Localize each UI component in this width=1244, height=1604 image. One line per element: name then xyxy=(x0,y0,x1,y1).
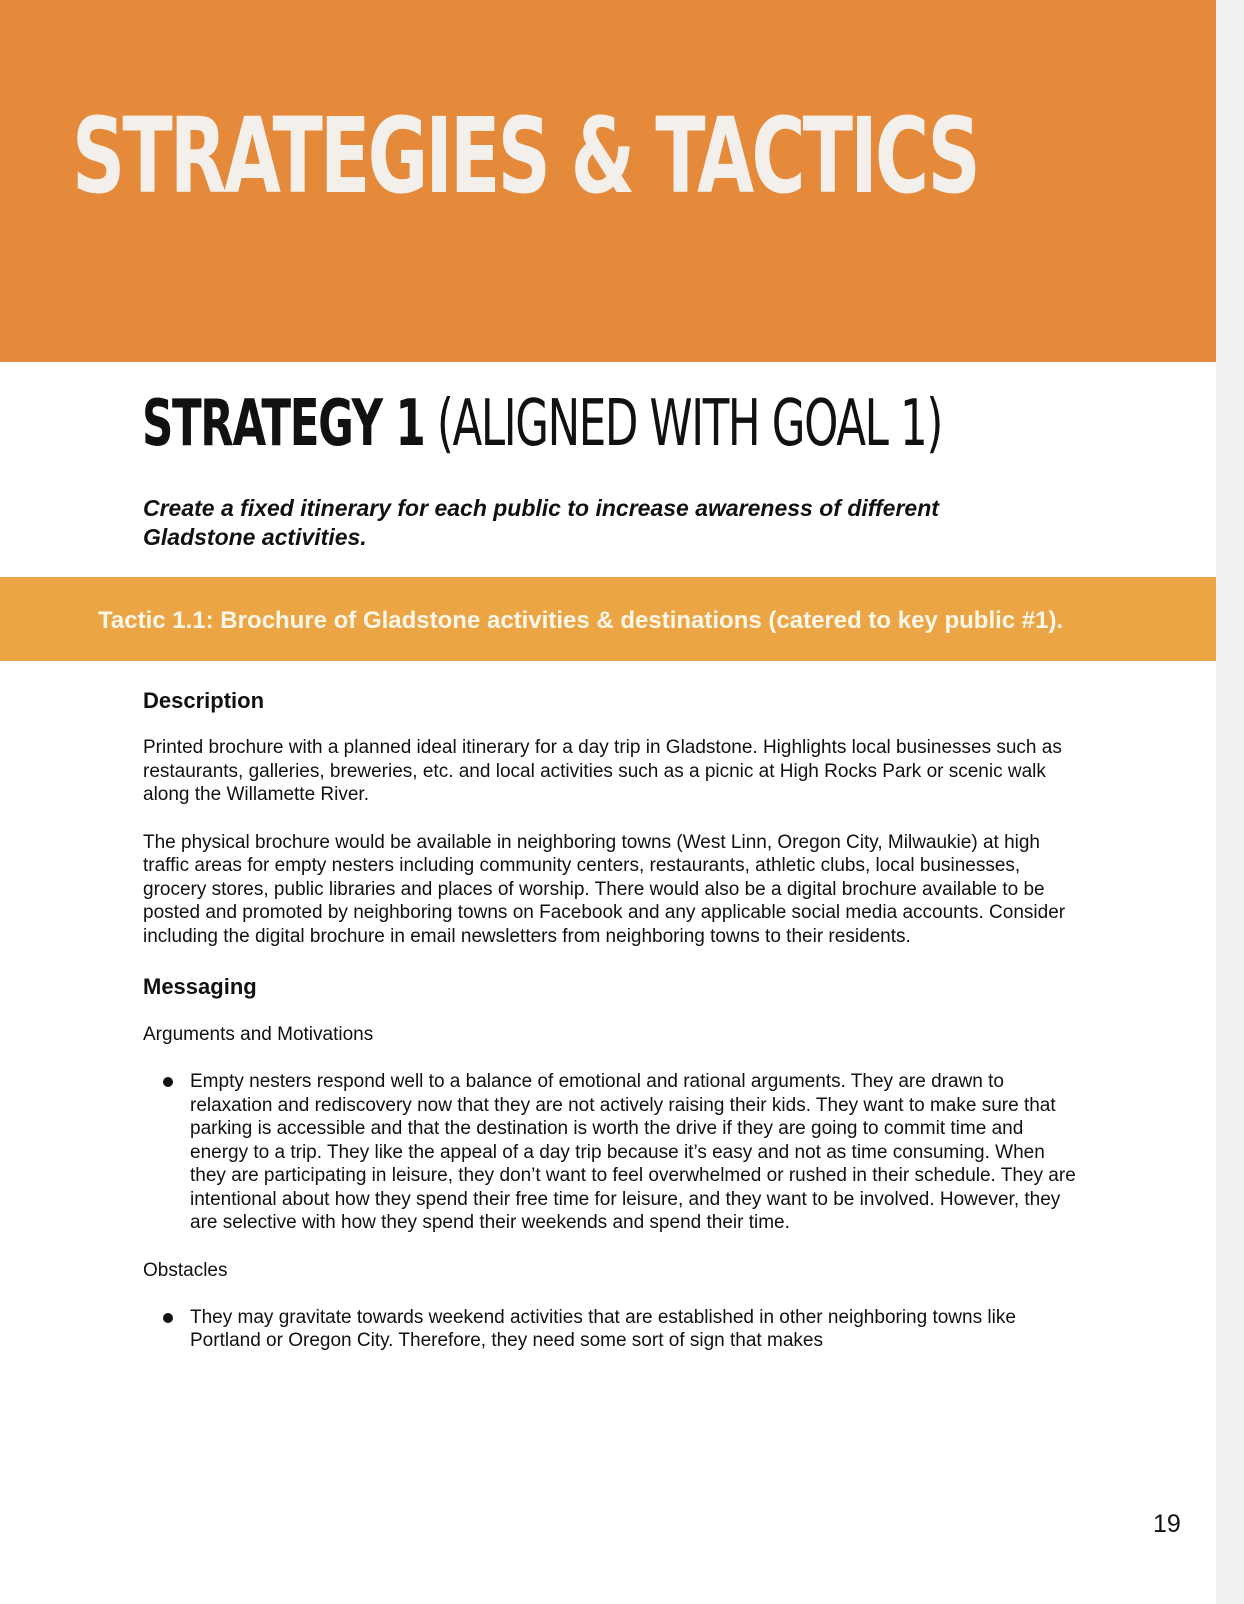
obstacles-list xyxy=(143,1306,1083,1353)
tactic-title: Tactic 1.1: Brochure of Gladstone activities & destinations (catered to key public #1). xyxy=(98,607,1064,634)
bullet-icon xyxy=(163,1077,173,1087)
spacer xyxy=(143,1046,1083,1070)
obstacles-heading: Obstacles xyxy=(143,1259,228,1281)
spacer xyxy=(143,1000,1083,1023)
spacer xyxy=(143,1235,1083,1259)
main-content xyxy=(143,688,1083,1353)
strategy-summary: Create a fixed itinerary for each public to increase awareness of different Gladstone activities. xyxy=(143,495,939,550)
page-number: 19 xyxy=(1153,1510,1181,1538)
list-item xyxy=(143,1306,1083,1353)
spacer xyxy=(143,948,1083,974)
page-title: STRATEGIES & TACTICS xyxy=(72,95,978,217)
description-section xyxy=(143,688,1083,948)
strategy-title xyxy=(142,387,942,461)
strategy-title-strong: STRATEGY 1 xyxy=(142,387,425,461)
messaging-section xyxy=(143,974,1083,1353)
spacer xyxy=(143,807,1083,831)
spacer xyxy=(143,714,1083,736)
list-item xyxy=(143,1070,1083,1235)
page-edge-strip xyxy=(1216,0,1244,1604)
spacer xyxy=(143,1282,1083,1306)
list-item-text: Empty nesters respond well to a balance of emotional and rational arguments. They are drawn to relaxation and rediscovery now that they are not actively raising their kids. They want to make sure that parking is accessible and that the destination is worth the drive if they are going to commit time and energy to a trip. They like the appeal of a day trip because it’s easy and not as time consuming. When they are participating in leisure, they don’t want to feel overwhelmed or rushed in their schedule. They are intentional about how they spend their free time for leisure, and they want to be involved. However, they are selective with how they spend their weekends and spend their time. xyxy=(190,1071,1076,1233)
messaging-heading: Messaging xyxy=(143,974,257,999)
arguments-list xyxy=(143,1070,1083,1235)
bullet-icon xyxy=(163,1313,173,1323)
strategy-title-rest: (ALIGNED WITH GOAL 1) xyxy=(424,387,942,461)
list-item-text: They may gravitate towards weekend activities that are established in other neighboring towns like Portland or Oregon City. Therefore, they need some sort of sign that makes xyxy=(190,1306,1016,1351)
description-paragraph: Printed brochure with a planned ideal itinerary for a day trip in Gladstone. Highlights local businesses such as restaurants, galleries, breweries, etc. and local activities such as a picnic at High Rocks Park or scenic walk along the Willamette River. xyxy=(143,737,1062,805)
description-heading: Description xyxy=(143,688,265,713)
arguments-heading: Arguments and Motivations xyxy=(143,1024,374,1045)
description-paragraph: The physical brochure would be available in neighboring towns (West Linn, Oregon City, Milwaukie) at high traffic areas for empty nesters including community centers, restaurants, athletic clubs, local businesses, grocery stores, public libraries and places of worship. There would also be a digital brochure available to be posted and promoted by neighboring towns on Facebook and any applicable social media accounts. Consider including the digital brochure in email newsletters from neighboring towns to their residents. xyxy=(143,831,1066,947)
